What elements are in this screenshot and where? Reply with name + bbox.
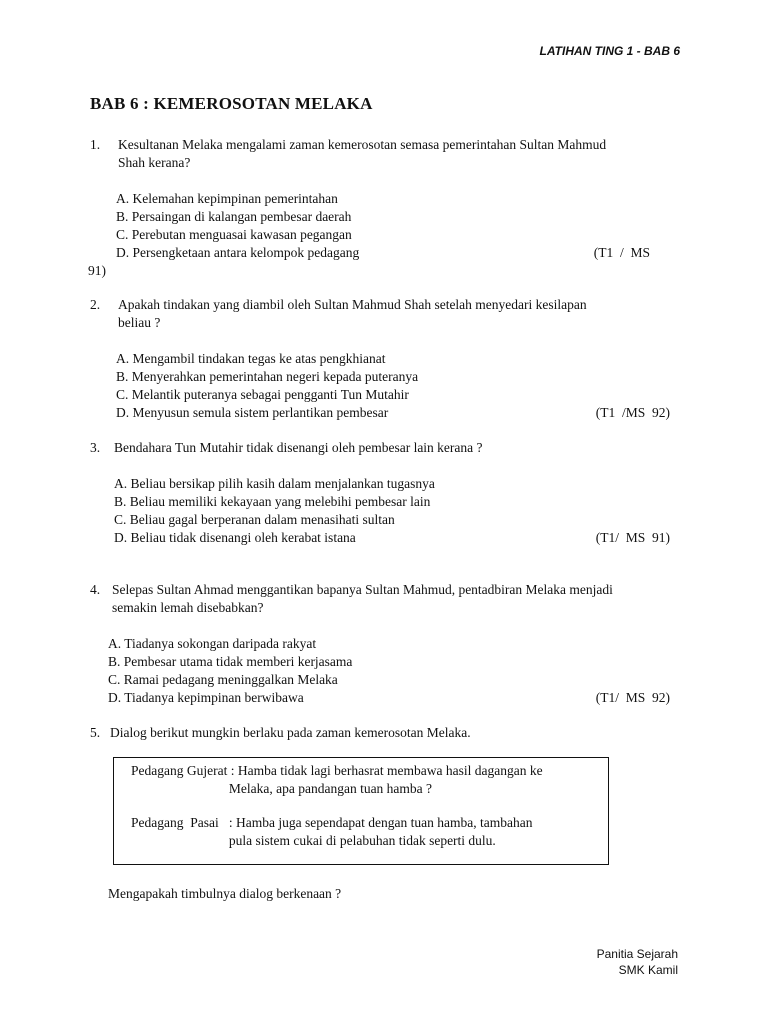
reference: (T1/ MS 91) — [595, 530, 670, 545]
option-d[interactable] — [116, 404, 680, 422]
options-list — [90, 475, 680, 547]
question-2 — [90, 296, 680, 422]
option-b[interactable]: B. Pembesar utama tidak memberi kerjasama — [108, 654, 353, 669]
option-a[interactable]: A. Tiadanya sokongan daripada rakyat — [108, 636, 317, 651]
reference-tail: 91) — [88, 263, 106, 278]
question-line: Dialog berikut mungkin berlaku pada zaman kemerosotan Melaka. — [110, 725, 471, 740]
footer-line: Panitia Sejarah — [596, 947, 678, 961]
question-stem — [90, 439, 680, 457]
follow-up-question: Mengapakah timbulnya dialog berkenaan ? — [108, 886, 342, 901]
question-stem — [90, 581, 680, 617]
question-number: 4. — [90, 582, 101, 597]
question-line: semakin lemah disebabkan? — [112, 600, 264, 615]
question-1 — [90, 136, 680, 280]
footer-line: SMK Kamil — [618, 963, 678, 977]
question-4 — [90, 581, 680, 707]
options-list — [90, 350, 680, 422]
question-number: 1. — [90, 137, 101, 152]
option-d[interactable] — [116, 244, 680, 262]
dialog-line: Melaka, apa pandangan tuan hamba ? — [131, 781, 433, 796]
question-line: Kesultanan Melaka mengalami zaman kemerosotan semasa pemerintahan Sultan Mahmud — [118, 137, 607, 152]
question-line: Shah kerana? — [118, 155, 191, 170]
option-d[interactable] — [114, 529, 680, 547]
question-line: Bendahara Tun Mutahir tidak disenangi oleh pembesar lain kerana ? — [114, 440, 483, 455]
option-c[interactable]: C. Melantik puteranya sebagai pengganti Tun Mutahir — [116, 387, 409, 402]
reference: (T1 /MS 92) — [595, 405, 670, 420]
question-5 — [90, 724, 680, 742]
dialog-line: pula sistem cukai di pelabuhan tidak seperti dulu. — [131, 833, 496, 848]
question-stem — [90, 724, 680, 742]
options-list — [90, 635, 680, 707]
option-b[interactable]: B. Beliau memiliki kekayaan yang melebihi pembesar lain — [114, 494, 431, 509]
question-number: 5. — [90, 725, 101, 740]
option-d[interactable] — [108, 689, 680, 707]
question-line: beliau ? — [118, 315, 161, 330]
option-d-text: D. Persengketaan antara kelompok pedagang — [116, 245, 360, 260]
question-stem — [90, 296, 680, 332]
option-c[interactable]: C. Perebutan menguasai kawasan pegangan — [116, 227, 352, 242]
dialog-line: Pedagang Gujerat : Hamba tidak lagi berhasrat membawa hasil dagangan ke — [131, 763, 543, 778]
reference: (T1 / MS — [593, 245, 650, 260]
option-d-text: D. Beliau tidak disenangi oleh kerabat istana — [114, 530, 356, 545]
option-d-text: D. Menyusun semula sistem perlantikan pembesar — [116, 405, 389, 420]
option-c[interactable]: C. Beliau gagal berperanan dalam menasihati sultan — [114, 512, 395, 527]
reference: (T1/ MS 92) — [595, 690, 670, 705]
option-d-text: D. Tiadanya kepimpinan berwibawa — [108, 690, 304, 705]
page-header: LATIHAN TING 1 - BAB 6 — [539, 44, 680, 58]
question-stem — [90, 136, 680, 172]
page-footer — [0, 946, 678, 978]
question-3 — [90, 439, 680, 547]
option-a[interactable]: A. Mengambil tindakan tegas ke atas pengkhianat — [116, 351, 386, 366]
option-a[interactable]: A. Beliau bersikap pilih kasih dalam menjalankan tugasnya — [114, 476, 435, 491]
question-line: Selepas Sultan Ahmad menggantikan bapanya Sultan Mahmud, pentadbiran Melaka menjadi — [112, 582, 613, 597]
question-number: 3. — [90, 440, 101, 455]
option-a[interactable]: A. Kelemahan kepimpinan pemerintahan — [116, 191, 338, 206]
dialog-box — [113, 757, 609, 865]
option-b[interactable]: B. Menyerahkan pemerintahan negeri kepada puteranya — [116, 369, 419, 384]
question-line: Apakah tindakan yang diambil oleh Sultan Mahmud Shah setelah menyedari kesilapan — [118, 297, 587, 312]
question-number: 2. — [90, 297, 101, 312]
option-c[interactable]: C. Ramai pedagang meninggalkan Melaka — [108, 672, 338, 687]
chapter-title: BAB 6 : KEMEROSOTAN MELAKA — [90, 94, 373, 113]
options-list — [90, 190, 680, 262]
option-b[interactable]: B. Persaingan di kalangan pembesar daerah — [116, 209, 352, 224]
dialog-line: Pedagang Pasai : Hamba juga sependapat dengan tuan hamba, tambahan — [131, 815, 533, 830]
